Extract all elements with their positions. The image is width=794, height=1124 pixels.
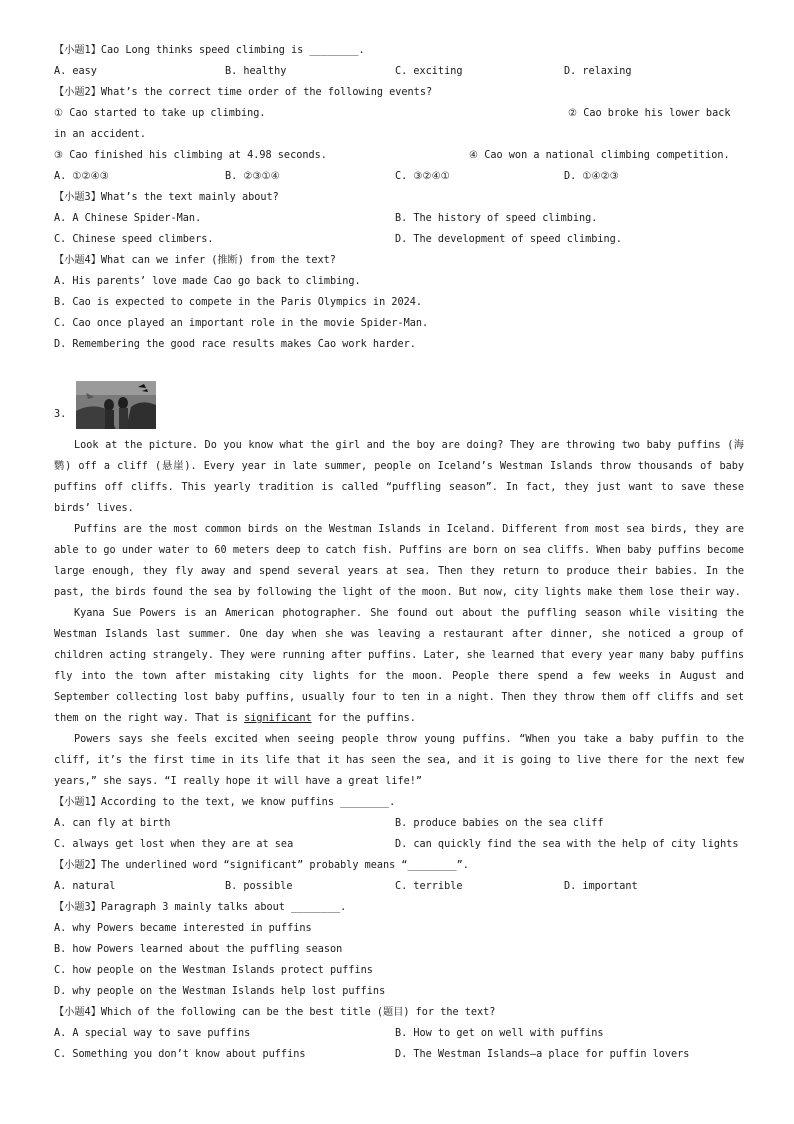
option-d: D. The development of speed climbing. [395,234,622,245]
option-d: D. Remembering the good race results makes Cao work harder. [54,339,416,350]
option-d: D. ①④②③ [564,171,619,182]
exam-page [54,40,744,1065]
option-c: C. Chinese speed climbers. [54,234,214,245]
q3-paragraph-4: Powers says she feels excited when seeing people throw young puffins. “When you take a baby puffin to the cliff, it’s the first time in its life that it has seen the sea, and it is going to live there for the next few years,” she says. “I really hope it will have a great life!” [54,734,744,787]
q2-s2-events-1 [54,103,744,124]
event-1: ① Cao started to take up climbing. [54,108,266,119]
q3-paragraph-1: Look at the picture. Do you know what the girl and the boy are doing? They are throwing two baby puffins (海鹦) off a cliff (悬崖). Every year in late summer, people on Iceland’s Westman Islands throw thousands of baby puffins off cliffs. This yearly tradition is called “puffling season”. In fact, they just want to save these birds’ lives. [54,440,744,514]
q2-s3-stem: 【小题3】What’s the text mainly about? [54,192,279,203]
option-c: C. always get lost when they are at sea [54,839,294,850]
q2-s2-stem: 【小题2】What’s the correct time order of the following events? [54,87,433,98]
paragraph-text: Kyana Sue Powers is an American photographer. She found out about the puffling season while visiting the Westman Islands last summer. One day when she was leaving a restaurant after dinner, she noticed a group of children acting strangely. They were running after puffins. Later, she learned that every year many baby puffins fly into the town after mistaking city lights for the moon. People there spend a few weeks in August and September collecting lost baby puffins, usually four to ten in a night. Then they throw them off cliffs and set them on the right way. That is [54,608,744,724]
option-a: A. why Powers became interested in puffins [54,923,312,934]
option-a: A. A Chinese Spider-Man. [54,213,202,224]
option-b: B. ②③①④ [225,171,280,182]
option-b: B. possible [225,881,293,892]
q3-header [54,379,744,435]
option-b: B. How to get on well with puffins [395,1028,604,1039]
q3-s4-options-1 [54,1023,744,1044]
q2-s2-events-2 [54,145,744,166]
q3-s4-options-2 [54,1044,744,1065]
option-b: B. Cao is expected to compete in the Paris Olympics in 2024. [54,297,423,308]
option-c: C. terrible [395,881,463,892]
option-d: D. relaxing [564,66,632,77]
option-b: B. healthy [225,66,287,77]
option-c: C. Cao once played an important role in the movie Spider-Man. [54,318,429,329]
option-d: D. can quickly find the sea with the help of city lights [395,839,739,850]
option-a: A. can fly at birth [54,818,171,829]
option-d: D. The Westman Islands—a place for puffin lovers [395,1049,690,1060]
option-a: A. natural [54,881,116,892]
q3-s1-options-2 [54,834,744,855]
q3-s1-stem: 【小题1】According to the text, we know puffins ________. [54,797,396,808]
question-number: 3. [54,409,67,420]
q2-s2-options [54,166,744,187]
q3-s2-options [54,876,744,897]
underlined-word: significant [244,713,312,724]
q3-s4-stem: 【小题4】Which of the following can be the best title (题目) for the text? [54,1007,496,1018]
puffin-photo [76,381,156,429]
q2-s3-options-2 [54,229,744,250]
q2-s1-options [54,61,744,82]
q3-paragraph-3 [54,603,744,729]
option-a: A. A special way to save puffins [54,1028,251,1039]
event-2: ② Cao broke his lower back [568,108,731,119]
paragraph-text: for the puffins. [311,713,416,724]
q3-s3-stem: 【小题3】Paragraph 3 mainly talks about ________. [54,902,347,913]
event-3: ③ Cao finished his climbing at 4.98 seconds. [54,150,327,161]
q3-s2-stem: 【小题2】The underlined word “significant” probably means “________”. [54,860,469,871]
option-c: C. ③②④① [395,171,450,182]
event-4: ④ Cao won a national climbing competition. [469,150,730,161]
option-b: B. produce babies on the sea cliff [395,818,604,829]
option-a: A. His parents’ love made Cao go back to climbing. [54,276,361,287]
option-b: B. The history of speed climbing. [395,213,598,224]
option-d: D. why people on the Westman Islands help lost puffins [54,986,386,997]
event-2-cont: in an accident. [54,129,147,140]
option-c: C. Something you don’t know about puffins [54,1049,306,1060]
q2-s3-options-1 [54,208,744,229]
q3-s1-options-1 [54,813,744,834]
option-d: D. important [564,881,638,892]
option-c: C. exciting [395,66,463,77]
option-c: C. how people on the Westman Islands protect puffins [54,965,373,976]
option-a: A. easy [54,66,97,77]
q2-s4-stem: 【小题4】What can we infer (推断) from the text? [54,255,336,266]
q2-s1-stem: 【小题1】Cao Long thinks speed climbing is ________. [54,45,365,56]
q3-paragraph-2: Puffins are the most common birds on the Westman Islands in Iceland. Different from most sea birds, they are able to go under water to 60 meters deep to catch fish. Puffins are born on sea cliffs. When baby puffins become large enough, they fly away and spend several years at sea. Then they return to produce their babies. In the past, the birds found the sea by following the light of the moon. But now, city lights make them lose their way. [54,524,744,598]
option-a: A. ①②④③ [54,171,109,182]
option-b: B. how Powers learned about the puffling season [54,944,343,955]
